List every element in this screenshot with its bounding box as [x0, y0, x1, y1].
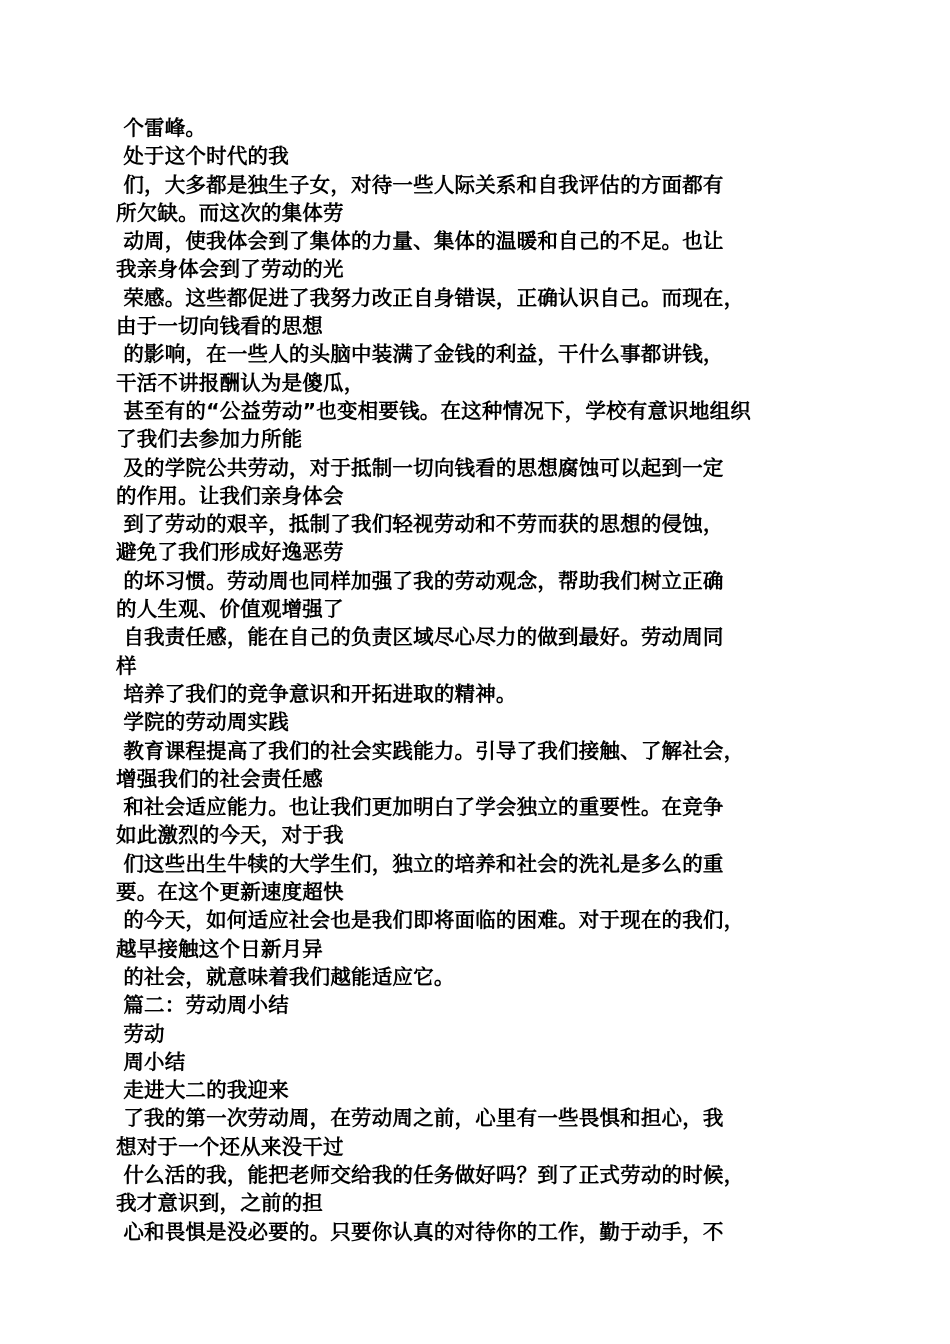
- text-line: 如此激烈的今天，对于我: [116, 823, 344, 848]
- text-line: 由于一切向钱看的思想: [116, 314, 323, 339]
- text-line: 到了劳动的艰辛，抵制了我们轻视劳动和不劳而获的思想的侵蚀，: [116, 512, 724, 537]
- text-line: 了我的第一次劳动周，在劳动周之前，心里有一些畏惧和担心，我: [116, 1106, 724, 1131]
- text-line: 和社会适应能力。也让我们更加明白了学会独立的重要性。在竞争: [116, 795, 724, 820]
- text-line: 了我们去参加力所能: [116, 427, 303, 452]
- text-line: 走进大二的我迎来: [116, 1078, 289, 1103]
- text-line: 周小结: [116, 1049, 186, 1074]
- text-line: 自我责任感，能在自己的负责区域尽心尽力的做到最好。劳动周同: [116, 625, 724, 650]
- text-line: 培养了我们的竞争意识和开拓进取的精神。: [116, 681, 517, 706]
- text-line: 的社会，就意味着我们越能适应它。: [116, 964, 455, 989]
- text-line: 想对于一个还从来没干过: [116, 1134, 344, 1159]
- text-line: 个雷峰。: [116, 116, 207, 140]
- text-line: 荣感。这些都促进了我努力改正自身错误，正确认识自己。而现在，: [116, 285, 745, 310]
- text-line: 们这些出生牛犊的大学生们，独立的培养和社会的洗礼是多么的重: [116, 851, 724, 876]
- text-line: 我亲身体会到了劳动的光: [116, 257, 344, 282]
- text-line: 的作用。让我们亲身体会: [116, 483, 344, 508]
- text-line: 甚至有的“公益劳动”也变相要钱。在这种情况下，学校有意识地组织: [116, 398, 751, 423]
- text-line: 的坏习惯。劳动周也同样加强了我的劳动观念，帮助我们树立正确: [116, 568, 724, 593]
- text-line: 的今天，如何适应社会也是我们即将面临的困难。对于现在的我们，: [116, 908, 745, 933]
- text-line: 心和畏惧是没必要的。只要你认真的对待你的工作，勤于动手，不: [116, 1219, 724, 1244]
- text-line: 避免了我们形成好逸恶劳: [116, 540, 344, 565]
- text-line: 的人生观、价值观增强了: [116, 597, 344, 622]
- text-line: 教育课程提高了我们的社会实践能力。引导了我们接触、了解社会，: [116, 738, 745, 763]
- text-line: 所欠缺。而这次的集体劳: [116, 200, 344, 225]
- text-line: 处于这个时代的我: [116, 144, 289, 169]
- text-line: 什么活的我，能把老师交给我的任务做好吗？到了正式劳动的时候，: [116, 1162, 745, 1187]
- text-line: 增强我们的社会责任感: [116, 766, 323, 791]
- text-line: 们，大多都是独生子女，对待一些人际关系和自我评估的方面都有: [116, 172, 724, 197]
- text-line: 要。在这个更新速度超快: [116, 880, 344, 905]
- text-line: 劳动: [116, 1021, 165, 1046]
- document-text-body: [116, 114, 846, 1246]
- text-line: 篇二：劳动周小结: [116, 993, 289, 1018]
- text-line: 样: [116, 653, 137, 678]
- text-line: 及的学院公共劳动，对于抵制一切向钱看的思想腐蚀可以起到一定: [116, 455, 724, 480]
- text-line: 我才意识到，之前的担: [116, 1191, 323, 1216]
- text-line: 动周，使我体会到了集体的力量、集体的温暖和自己的不足。也让: [116, 229, 724, 254]
- text-line: 干活不讲报酬认为是傻瓜，: [116, 370, 365, 395]
- text-line: 学院的劳动周实践: [116, 710, 289, 735]
- text-line: 越早接触这个日新月异: [116, 936, 323, 961]
- text-line: 的影响，在一些人的头脑中装满了金钱的利益，干什么事都讲钱，: [116, 342, 724, 367]
